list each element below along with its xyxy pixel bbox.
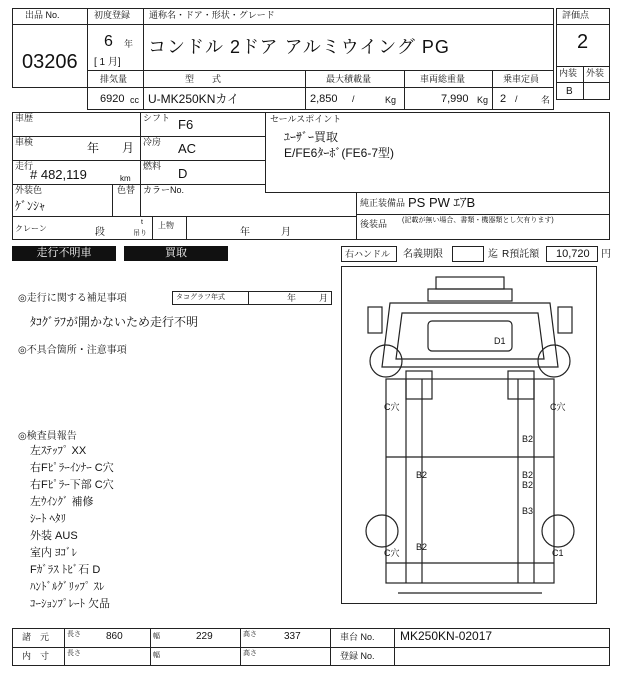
name-label: 通称名・ドア・形状・グレード bbox=[149, 10, 275, 20]
inspector-item: Fｶﾞﾗｽ ﾄﾋﾞ石 D bbox=[30, 564, 101, 576]
registration-label: 登録 No. bbox=[340, 651, 375, 661]
damage-mark: C穴 bbox=[384, 402, 400, 412]
max-load-label: 最大積載量 bbox=[326, 74, 372, 84]
damage-diagram bbox=[341, 266, 597, 604]
right-handle-label: 右ハンドル bbox=[345, 249, 391, 259]
r-deposit-label: R預託額 bbox=[502, 249, 540, 260]
inspector-item: 左ｳｲﾝｸﾞ 補修 bbox=[30, 496, 94, 508]
ac-label: 冷房 bbox=[143, 137, 162, 147]
displacement-unit: cc bbox=[130, 95, 139, 105]
gross-weight-label: 車両総重量 bbox=[420, 74, 466, 84]
inspection-year: 年 bbox=[87, 141, 100, 155]
until-label: 迄 bbox=[488, 249, 498, 260]
mileage-value: # 482,119 bbox=[30, 167, 87, 182]
damage-mark: B2 bbox=[522, 434, 534, 444]
damage-mark: B3 bbox=[522, 506, 534, 516]
interior-grade: B bbox=[566, 86, 573, 97]
reg-year: 6 bbox=[104, 33, 113, 50]
inspector-list bbox=[30, 446, 114, 616]
shift-label: シフト bbox=[143, 113, 171, 123]
chassis-number: MK250KN-02017 bbox=[400, 629, 493, 643]
tacho-year: 年 bbox=[287, 293, 297, 303]
displacement: 6920 bbox=[100, 93, 125, 105]
gross-weight-unit: Kg bbox=[477, 95, 489, 105]
width-label-2: 幅 bbox=[153, 652, 160, 659]
crane-label: クレーン bbox=[15, 224, 47, 233]
displacement-label: 排気量 bbox=[100, 74, 128, 84]
shift-value: F6 bbox=[178, 117, 194, 132]
length-value: 860 bbox=[106, 631, 123, 642]
chassis-label: 車台 No. bbox=[340, 632, 375, 642]
r-deposit-amount: 10,720 bbox=[556, 248, 590, 260]
sales-point-line1: ﾕｰｻﾞｰ買取 bbox=[284, 130, 339, 144]
inspector-item: ｺｰｼｮﾝﾌﾟﾚｰﾄ 欠品 bbox=[30, 598, 111, 610]
mileage-unit: km bbox=[120, 174, 131, 183]
damage-mark: B2 bbox=[416, 542, 428, 552]
width-label: 幅 bbox=[153, 633, 160, 640]
fuel-value: D bbox=[178, 166, 188, 181]
fuel-label: 燃料 bbox=[143, 161, 162, 171]
model-label: 型 式 bbox=[185, 74, 222, 84]
damage-mark: B2 bbox=[416, 470, 428, 480]
purchase-badge: 買取 bbox=[124, 246, 228, 261]
inspector-item: 右Fﾋﾟﾗｰｲﾝﾅｰ C穴 bbox=[30, 462, 114, 474]
capacity: 2 bbox=[500, 93, 507, 105]
height-value: 337 bbox=[284, 631, 301, 642]
crane-steps: 段 bbox=[95, 227, 105, 238]
length-label: 長さ bbox=[67, 631, 81, 638]
exterior-color-label: 外装色 bbox=[15, 185, 43, 195]
color-code-label: カラーNo. bbox=[143, 185, 185, 195]
ac-value: AC bbox=[178, 141, 197, 156]
upper-month: 月 bbox=[281, 227, 291, 238]
first-reg-label: 初度登録 bbox=[94, 10, 131, 20]
sales-point-line2: E/FE6ﾀｰﾎﾞ(FE6-7型) bbox=[284, 146, 395, 160]
width-value: 229 bbox=[196, 631, 213, 642]
damage-mark: B2 bbox=[522, 480, 534, 490]
crane-hang: 吊り bbox=[133, 230, 147, 237]
upper-label: 上物 bbox=[158, 221, 174, 230]
inspector-item: 室内 ﾖｺﾞﾚ bbox=[30, 547, 78, 559]
exterior-grade-label: 外装 bbox=[586, 68, 605, 78]
after-parts-label: 後装品 bbox=[360, 219, 388, 229]
tacho-label: タコグラフ年式 bbox=[176, 294, 225, 301]
tacho-month: 月 bbox=[319, 293, 329, 303]
inspector-item: 左ｽﾃｯﾌﾟ XX bbox=[30, 445, 87, 457]
capacity-unit: 名 bbox=[541, 95, 551, 105]
r-deposit-unit: 円 bbox=[601, 249, 611, 260]
mileage-label: 走行 bbox=[15, 161, 34, 171]
lot-label: 出品 No. bbox=[25, 10, 60, 20]
damage-mark: B2 bbox=[522, 470, 534, 480]
mileage-note: ﾀｺｸﾞﾗﾌが開かないため走行不明 bbox=[30, 315, 199, 329]
inspector-label: ◎検査員報告 bbox=[18, 431, 77, 442]
height-label: 高さ bbox=[243, 631, 257, 638]
model-name: コンドル 2ドア アルミウイング PG bbox=[148, 37, 450, 57]
name-change-value-box bbox=[452, 246, 484, 262]
crane-ton: t bbox=[141, 219, 143, 226]
color-change-label: 色替 bbox=[117, 185, 136, 195]
capacity-slash: / bbox=[515, 94, 518, 104]
unknown-mileage-badge: 走行不明車 bbox=[12, 246, 116, 261]
damage-mark: C穴 bbox=[384, 548, 400, 558]
equipment: PS PW ｴｱB bbox=[408, 195, 476, 210]
reg-month: [ 1 月] bbox=[94, 57, 121, 68]
mileage-note-label: ◎走行に関する補足事項 bbox=[18, 293, 127, 304]
defect-label: ◎不具合箇所・注意事項 bbox=[18, 345, 127, 356]
max-load-unit: Kg bbox=[385, 95, 397, 105]
spec-label: 諸 元 bbox=[22, 632, 50, 642]
sales-point-label: セールスポイント bbox=[270, 114, 342, 124]
inspector-item: ﾊﾝﾄﾞﾙｸﾞﾘｯﾌﾟ ｽﾚ bbox=[30, 581, 105, 593]
after-parts-note: (記載が無い場合、書類・機器類とし欠有ります) bbox=[402, 217, 554, 224]
gross-weight: 7,990 bbox=[441, 93, 469, 105]
inspection-month: 月 bbox=[122, 141, 135, 155]
max-load: 2,850 bbox=[310, 93, 338, 105]
damage-mark: C1 bbox=[552, 548, 564, 558]
reg-year-unit: 年 bbox=[124, 39, 134, 49]
history-label: 車歴 bbox=[15, 113, 34, 123]
inspection-label: 車検 bbox=[15, 137, 34, 147]
interior-dim-label: 内 寸 bbox=[22, 651, 50, 661]
damage-mark: D1 bbox=[494, 336, 506, 346]
name-change-label: 名義期限 bbox=[403, 249, 443, 260]
capacity-label: 乗車定員 bbox=[503, 74, 540, 84]
grade-score: 2 bbox=[577, 31, 589, 53]
equipment-label: 純正装備品 bbox=[360, 198, 406, 208]
inspector-item: 外装 AUS bbox=[30, 530, 78, 542]
length-label-2: 長さ bbox=[67, 650, 81, 657]
upper-year: 年 bbox=[240, 227, 250, 238]
grade-label: 評価点 bbox=[562, 10, 590, 20]
exterior-color: ｹﾞﾝｼｬ bbox=[15, 199, 46, 213]
model-code: U-MK250KNカイ bbox=[148, 92, 239, 106]
interior-grade-label: 内装 bbox=[559, 68, 578, 78]
height-label-2: 高さ bbox=[243, 650, 257, 657]
lot-number: 03206 bbox=[22, 51, 78, 73]
max-load-slash: / bbox=[352, 94, 355, 104]
inspector-item: 右Fﾋﾟﾗｰ下部 C穴 bbox=[30, 479, 114, 491]
damage-mark: C穴 bbox=[550, 402, 566, 412]
inspector-item: ｼｰﾄ ﾍﾀﾘ bbox=[30, 513, 67, 525]
